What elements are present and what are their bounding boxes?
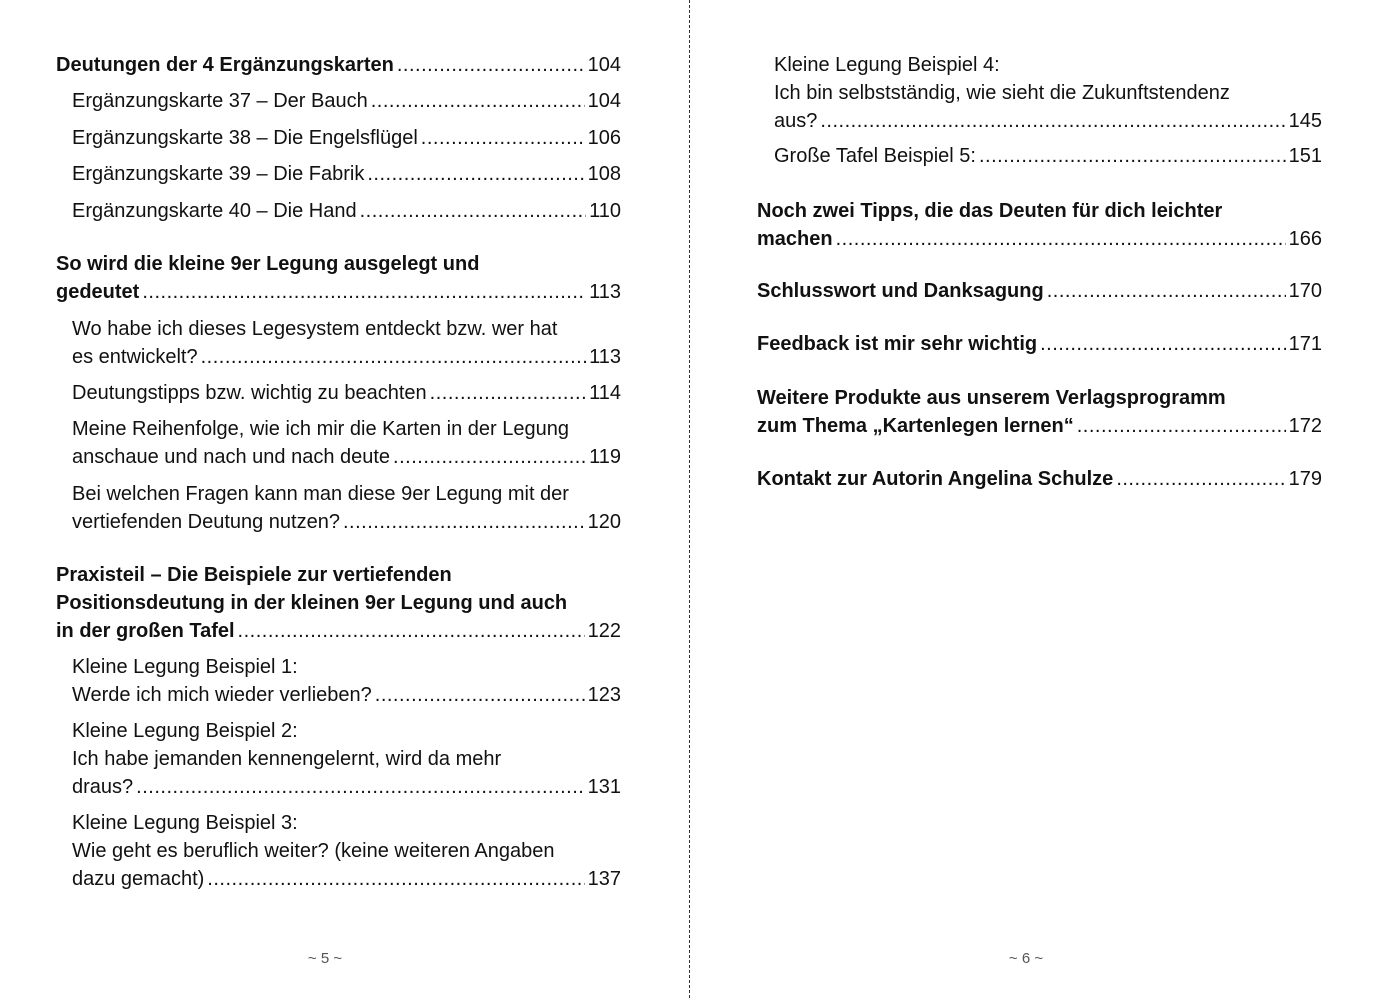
- toc-entry-title: Ergänzungskarte 40 – Die Hand: [72, 200, 357, 222]
- toc-entry-page: 120: [587, 511, 621, 533]
- toc-entry-title: Bei welchen Fragen kann man diese 9er Legung mit der: [72, 483, 569, 505]
- toc-entry-title: zum Thema „Kartenlegen lernen“: [757, 415, 1074, 437]
- toc-entry-last-line: [56, 51, 621, 79]
- toc-entry-page: 119: [589, 446, 621, 468]
- toc-entry-page: 151: [1288, 145, 1322, 167]
- dot-leader: [1077, 412, 1286, 440]
- toc-entry-last-line: [72, 379, 621, 407]
- dot-leader: [421, 124, 585, 152]
- toc-entry-title: Feedback ist mir sehr wichtig: [757, 333, 1038, 355]
- toc-entry-page: 123: [587, 684, 621, 706]
- toc-entry-title: aus?: [774, 110, 818, 132]
- dot-leader: [343, 508, 585, 536]
- toc-entry-last-line: [774, 107, 1322, 135]
- toc-entry-page: 110: [589, 200, 621, 222]
- toc-entry-title: Praxisteil – Die Beispiele zur vertiefenden: [56, 564, 452, 586]
- dot-leader: [979, 142, 1286, 170]
- toc-entry-last-line: [757, 277, 1322, 305]
- toc-entry-title: gedeutet: [56, 281, 140, 303]
- toc-entry-title: Kleine Legung Beispiel 2:: [72, 720, 298, 742]
- toc-entry-last-line: [72, 343, 621, 371]
- toc-entry-page: 145: [1288, 110, 1322, 132]
- toc-entry[interactable]: [757, 465, 1322, 493]
- toc-entry-last-line: [72, 87, 621, 115]
- toc-entry-last-line: [56, 617, 621, 645]
- toc-entry[interactable]: [774, 51, 1322, 135]
- toc-entry-page: 166: [1288, 228, 1322, 250]
- toc-entry-title: machen: [757, 228, 833, 250]
- toc-entry-title: Kleine Legung Beispiel 3:: [72, 812, 298, 834]
- toc-entry-last-line: [757, 330, 1322, 358]
- toc-entry-title: Werde ich mich wieder verlieben?: [72, 684, 372, 706]
- toc-entry-page: 108: [587, 163, 621, 185]
- toc-entry[interactable]: [757, 197, 1322, 253]
- toc-entry-title: Wo habe ich dieses Legesystem entdeckt bzw. wer hat: [72, 318, 558, 340]
- dot-leader: [393, 443, 586, 471]
- page-number: ~ 5 ~: [307, 950, 343, 967]
- toc-entry[interactable]: [72, 480, 621, 536]
- toc-entry-page: 171: [1288, 333, 1322, 355]
- dot-leader: [1047, 277, 1286, 305]
- toc-entry-title: Kleine Legung Beispiel 4:: [774, 54, 1000, 76]
- toc-entry-page: 104: [587, 90, 621, 112]
- toc-entry-page: 122: [587, 620, 621, 642]
- dot-leader: [1040, 330, 1286, 358]
- dot-leader: [136, 773, 584, 801]
- toc-entry-title: Ergänzungskarte 37 – Der Bauch: [72, 90, 368, 112]
- page-divider: [689, 0, 690, 998]
- dot-leader: [360, 197, 586, 225]
- toc-entry[interactable]: [757, 384, 1322, 440]
- dot-leader: [375, 681, 585, 709]
- toc-entry-last-line: [56, 278, 621, 306]
- toc-entry-last-line: [757, 225, 1322, 253]
- dot-leader: [142, 278, 586, 306]
- toc-entry-title: Schlusswort und Danksagung: [757, 280, 1044, 302]
- toc-entry-title: Kontakt zur Autorin Angelina Schulze: [757, 468, 1114, 490]
- left-page: [0, 0, 689, 998]
- dot-leader: [1116, 465, 1285, 493]
- dot-leader: [207, 865, 584, 893]
- dot-leader: [371, 87, 585, 115]
- toc-entry-title: Wie geht es beruflich weiter? (keine weiteren Angaben: [72, 840, 555, 862]
- dot-leader: [836, 225, 1286, 253]
- toc-entry-title: Ich bin selbstständig, wie sieht die Zukunftstendenz: [774, 82, 1230, 104]
- toc-entry-page: 104: [587, 54, 621, 76]
- toc-entry[interactable]: [56, 250, 621, 306]
- dot-leader: [201, 343, 586, 371]
- toc-entry[interactable]: [72, 160, 621, 188]
- toc-entry-title: vertiefenden Deutung nutzen?: [72, 511, 340, 533]
- toc-entry-last-line: [72, 124, 621, 152]
- toc-entry-last-line: [72, 681, 621, 709]
- dot-leader: [397, 51, 585, 79]
- toc-entry-title: Ergänzungskarte 39 – Die Fabrik: [72, 163, 365, 185]
- dot-leader: [820, 107, 1285, 135]
- toc-entry-page: 172: [1288, 415, 1322, 437]
- toc-entry[interactable]: [56, 51, 621, 79]
- dot-leader: [430, 379, 586, 407]
- toc-entry[interactable]: [72, 197, 621, 225]
- toc-entry-page: 170: [1288, 280, 1322, 302]
- dot-leader: [367, 160, 584, 188]
- toc-entry-title: Weitere Produkte aus unserem Verlagsprogramm: [757, 387, 1226, 409]
- toc-entry[interactable]: [72, 717, 621, 801]
- toc-entry[interactable]: [72, 87, 621, 115]
- toc-entry[interactable]: [757, 277, 1322, 305]
- toc-entry-title: draus?: [72, 776, 134, 798]
- dot-leader: [238, 617, 585, 645]
- toc-entry-title: Deutungstipps bzw. wichtig zu beachten: [72, 382, 427, 404]
- toc-entry-title: Noch zwei Tipps, die das Deuten für dich leichter: [757, 200, 1223, 222]
- toc-entry-title: dazu gemacht): [72, 868, 205, 890]
- toc-entry-title: in der großen Tafel: [56, 620, 235, 642]
- toc-entry-last-line: [72, 508, 621, 536]
- page-number: ~ 6 ~: [1008, 950, 1044, 967]
- toc-entry-last-line: [72, 773, 621, 801]
- toc-entry-title: Große Tafel Beispiel 5:: [774, 145, 976, 167]
- toc-entry-last-line: [757, 412, 1322, 440]
- toc-entry[interactable]: [56, 561, 621, 645]
- toc-entry-page: 113: [589, 281, 621, 303]
- toc-entry[interactable]: [72, 809, 621, 893]
- toc-entry-title: So wird die kleine 9er Legung ausgelegt und: [56, 253, 480, 275]
- toc-entry[interactable]: [757, 330, 1322, 358]
- toc-entry[interactable]: [72, 379, 621, 407]
- toc-entry-last-line: [72, 865, 621, 893]
- right-page: [691, 0, 1381, 998]
- toc-entry-last-line: [72, 160, 621, 188]
- toc-entry[interactable]: [774, 142, 1322, 170]
- toc-entry-last-line: [72, 443, 621, 471]
- toc-entry-page: 113: [589, 346, 621, 368]
- toc-entry-title: Meine Reihenfolge, wie ich mir die Karten in der Legung: [72, 418, 569, 440]
- toc-entry-title: Ergänzungskarte 38 – Die Engelsflügel: [72, 127, 418, 149]
- toc-entry-title: Positionsdeutung in der kleinen 9er Legung und auch: [56, 592, 568, 614]
- toc-entry-page: 179: [1288, 468, 1322, 490]
- toc-entry-page: 114: [589, 382, 621, 404]
- toc-entry-last-line: [757, 465, 1322, 493]
- toc-entry-page: 106: [587, 127, 621, 149]
- toc-entry[interactable]: [72, 415, 621, 471]
- toc-entry[interactable]: [72, 315, 621, 371]
- toc-entry-title: anschaue und nach und nach deute: [72, 446, 391, 468]
- toc-entry-last-line: [774, 142, 1322, 170]
- toc-entry-page: 131: [587, 776, 621, 798]
- toc-entry-last-line: [72, 197, 621, 225]
- toc-entry-page: 137: [587, 868, 621, 890]
- toc-entry-title: es entwickelt?: [72, 346, 198, 368]
- toc-entry[interactable]: [72, 653, 621, 709]
- toc-entry-title: Ich habe jemanden kennengelernt, wird da mehr: [72, 748, 502, 770]
- toc-entry-title: Kleine Legung Beispiel 1:: [72, 656, 298, 678]
- toc-entry[interactable]: [72, 124, 621, 152]
- toc-entry-title: Deutungen der 4 Ergänzungskarten: [56, 54, 394, 76]
